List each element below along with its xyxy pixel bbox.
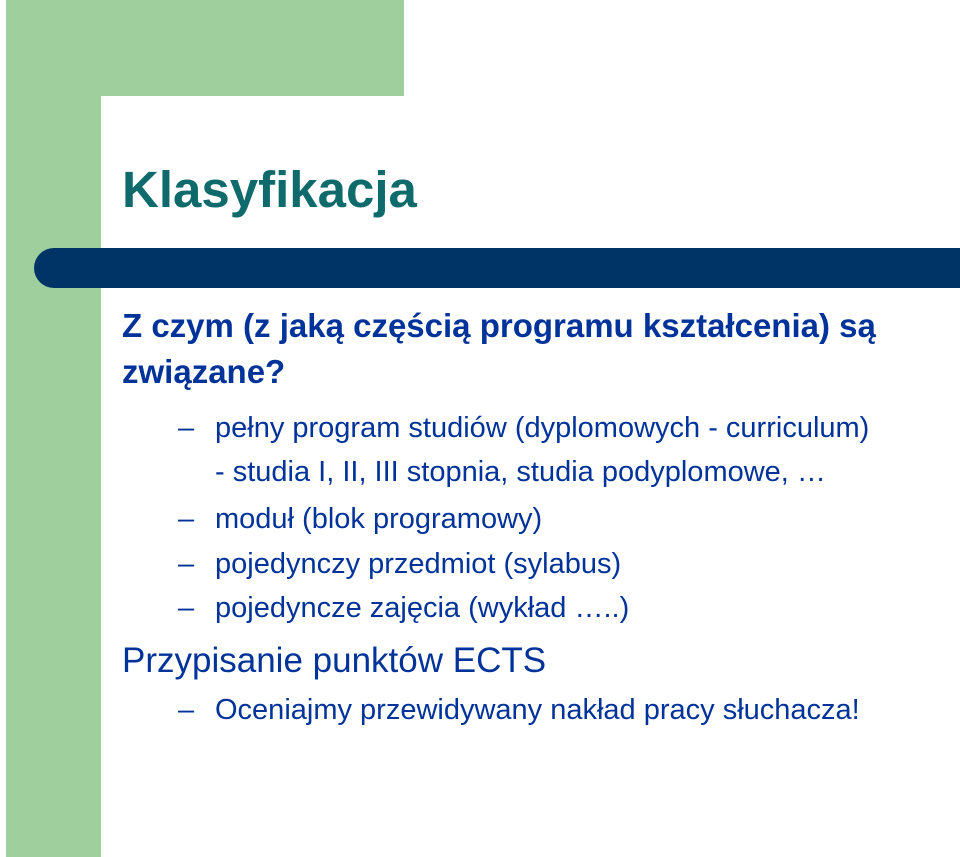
bullet-single-class: pojedyncze zajęcia (wykład …..) xyxy=(215,592,630,624)
bullet-dash: – xyxy=(178,592,195,624)
bullet-workload: Oceniajmy przewidywany nakład pracy słuchacza! xyxy=(215,694,860,726)
question-text: Z czym (z jaką częścią programu kształcenia) są związane? xyxy=(122,307,876,390)
section-heading-ects: Przypisanie punktów ECTS xyxy=(122,641,547,680)
bullet-dash: – xyxy=(178,694,195,726)
bullet-dash: – xyxy=(178,412,195,444)
left-green-bar xyxy=(6,0,101,857)
bullet-single-subject: pojedynczy przedmiot (sylabus) xyxy=(215,548,622,580)
slide-title: Klasyfikacja xyxy=(122,161,417,218)
bullet-dash: – xyxy=(178,548,195,580)
bullet-module: moduł (blok programowy) xyxy=(215,503,543,535)
top-green-block xyxy=(6,0,404,96)
bullet-full-program: pełny program studiów (dyplomowych - curriculum) xyxy=(215,412,870,444)
bullet-full-program-continued: - studia I, II, III stopnia, studia podyplomowe, … xyxy=(215,456,826,488)
bullet-dash: – xyxy=(178,503,195,535)
title-underline-bar xyxy=(34,248,960,288)
